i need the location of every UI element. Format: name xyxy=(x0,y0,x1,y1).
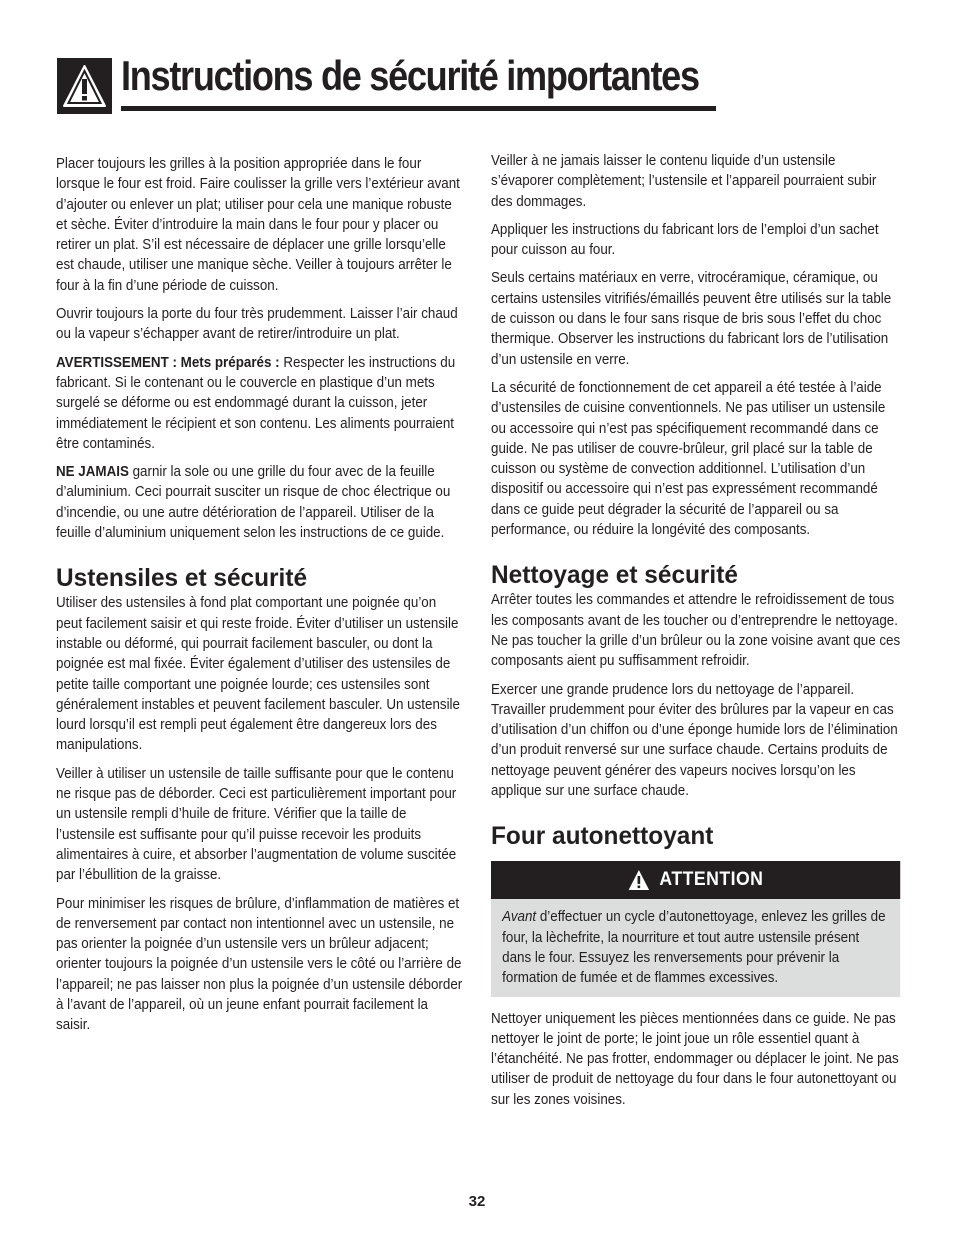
section-heading-nettoyage: Nettoyage et sécurité xyxy=(491,561,738,590)
paragraph: Appliquer les instructions du fabricant lors de l’emploi d’un sachet pour cuisson au four. xyxy=(491,221,879,259)
right-column xyxy=(491,151,901,1118)
attention-box xyxy=(491,861,900,996)
warning-triangle-icon xyxy=(57,58,112,114)
paragraph: Placer toujours les grilles à la position appropriée dans le four lorsque le four est froid. Faire coulisser la grille vers l’extérieur avant d’ajouter ou enlever un plat; utiliser pour cela une manique robuste et sèche. Éviter d’introduire la main dans le four pour y placer ou retirer un plat. S’il est nécessaire de déplacer une grille lorsqu’elle est chaude, utiliser une manique sèche. Veiller à toujours arrêter le four à la fin d’une période de cuisson. xyxy=(56,156,460,294)
paragraph xyxy=(56,353,462,454)
attention-header xyxy=(491,861,900,899)
paragraph: Arrêter toutes les commandes et attendre le refroidissement de tous les composants avant de les toucher ou d’entreprendre le nettoyage. Ne pas toucher la grille d’un brûleur ou la zone voisine avant que ces composants aient pu suffisamment refroidir. xyxy=(491,592,901,670)
paragraph: Seuls certains matériaux en verre, vitrocéramique, céramique, ou certains ustensiles vitrifiés/émaillés peuvent être utilisés sur la table de cuisson ou dans le four sans risque de bris sous l’effet du choc thermique. Observer les instructions du fabricant lors de l’utilisation d’un ustensile en verre. xyxy=(491,270,892,368)
title-underline xyxy=(121,106,716,111)
warning-triangle-icon xyxy=(628,869,650,891)
section-heading-ustensiles: Ustensiles et sécurité xyxy=(56,564,308,593)
paragraph: Pour minimiser les risques de brûlure, d’inflammation de matières et de renversement par contact non intentionnel avec un ustensile, ne pas orienter la poignée d’un ustensile vers un brûleur adjacent; orienter toujours la poignée d’un ustensile vers le côté ou l’arrière de l’appareil; ne pas laisser non plus la poignée d’un ustensile déborder à l’avant de l’appareil, où un jeune enfant pourrait facilement la saisir. xyxy=(56,895,463,1034)
paragraph-text: Respecter les instructions du fabricant. Si le contenant ou le couvercle en plastique d’un mets surgelé se déforme ou est endommagé durant la cuisson, jeter immédiatement le récipient et son contenu. Les aliments pourraient être contaminés. xyxy=(56,354,456,452)
paragraph xyxy=(56,462,462,543)
warning-label: NE JAMAIS xyxy=(56,464,129,481)
paragraph-text: d’effectuer un cycle d’autonettoyage, enlevez les grilles de four, la lèchefrite, la nourriture et tout autre ustensile présent dans le four. Essuyez les renversements pour prévenir la formation de fumée et de flammes excessives. xyxy=(502,909,886,987)
paragraph: Ouvrir toujours la porte du four très prudemment. Laisser l’air chaud ou la vapeur s’échapper avant de retirer/introduire un plat. xyxy=(56,306,458,343)
attention-text xyxy=(502,907,889,988)
left-column xyxy=(56,154,462,1044)
attention-body xyxy=(491,899,900,996)
paragraph: Nettoyer uniquement les pièces mentionnées dans ce guide. Ne pas nettoyer le joint de porte; le joint joue un rôle essentiel quant à l’étanchéité. Ne pas frotter, endommager ou déplacer le joint. Ne pas utiliser de produit de nettoyage du four dans le four autonettoyant ou sur les zones voisines. xyxy=(491,1010,899,1108)
paragraph-text: garnir la sole ou une grille du four avec de la feuille d’aluminium. Ceci pourrait susciter un risque de choc électrique ou d’incendie, ou une autre détérioration de l’appareil. Utiliser de la feuille d’aluminium uniquement selon les instructions de ce guide. xyxy=(56,464,451,542)
paragraph: Utiliser des ustensiles à fond plat comportant une poignée qu’on peut facilement saisir et qui reste froide. Éviter d’utiliser un ustensile instable ou déformé, qui pourrait facilement basculer, ou dont la poignée est mal fixée. Éviter également d’utiliser des ustensiles de petite taille comportant une poignée lourde; ces ustensiles sont généralement instables et peuvent facilement basculer. Un ustensile lourd lorsqu’il est rempli peut également être dangereux lors des manipulations. xyxy=(56,595,460,754)
page-header xyxy=(57,54,717,114)
emphasis: Avant xyxy=(502,909,537,926)
page-title: Instructions de sécurité importantes xyxy=(121,52,699,99)
warning-label: AVERTISSEMENT : Mets préparés : xyxy=(56,354,280,371)
section-heading-four: Four autonettoyant xyxy=(491,822,714,851)
page-number: 32 xyxy=(468,1193,486,1210)
attention-label: ATTENTION xyxy=(659,869,764,891)
paragraph: Veiller à utiliser un ustensile de taille suffisante pour que le contenu ne risque pas de déborder. Ceci est particulièrement important pour un ustensile rempli d’huile de friture. Vérifier que la taille de l’ustensile est suffisante pour qu’il puisse recevoir les produits alimentaires à cuire, et absorber l’augmentation de volume suscitée par l’ébullition de la graisse. xyxy=(56,765,457,884)
paragraph: Exercer une grande prudence lors du nettoyage de l’appareil. Travailler prudemment pour éviter des brûlures par la vapeur en cas d’utilisation d’un chiffon ou d’une éponge humide lors de l’élimination d’un produit renversé sur une surface chaude. Certains produits de nettoyage peuvent générer des vapeurs nocives lorsqu’on les applique sur une surface chaude. xyxy=(491,681,898,800)
paragraph: Veiller à ne jamais laisser le contenu liquide d’un ustensile s’évaporer complètement; l’ustensile et l’appareil pourraient subir des dommages. xyxy=(491,153,877,210)
paragraph: La sécurité de fonctionnement de cet appareil a été testée à l’aide d’ustensiles de cuisine conventionnels. Ne pas utiliser un ustensile ou accessoire qui n’est pas spécifiquement recommandé dans ce guide. Ne pas utiliser de couvre-brûleur, gril placé sur la table de cuisson ou système de convection additionnel. L’utilisation d’un dispositif ou accessoire qui n’est pas expressément recommandé dans ce guide peut dégrader la sécurité de l’appareil ou sa performance, ou réduire la longévité des composants. xyxy=(491,379,886,539)
